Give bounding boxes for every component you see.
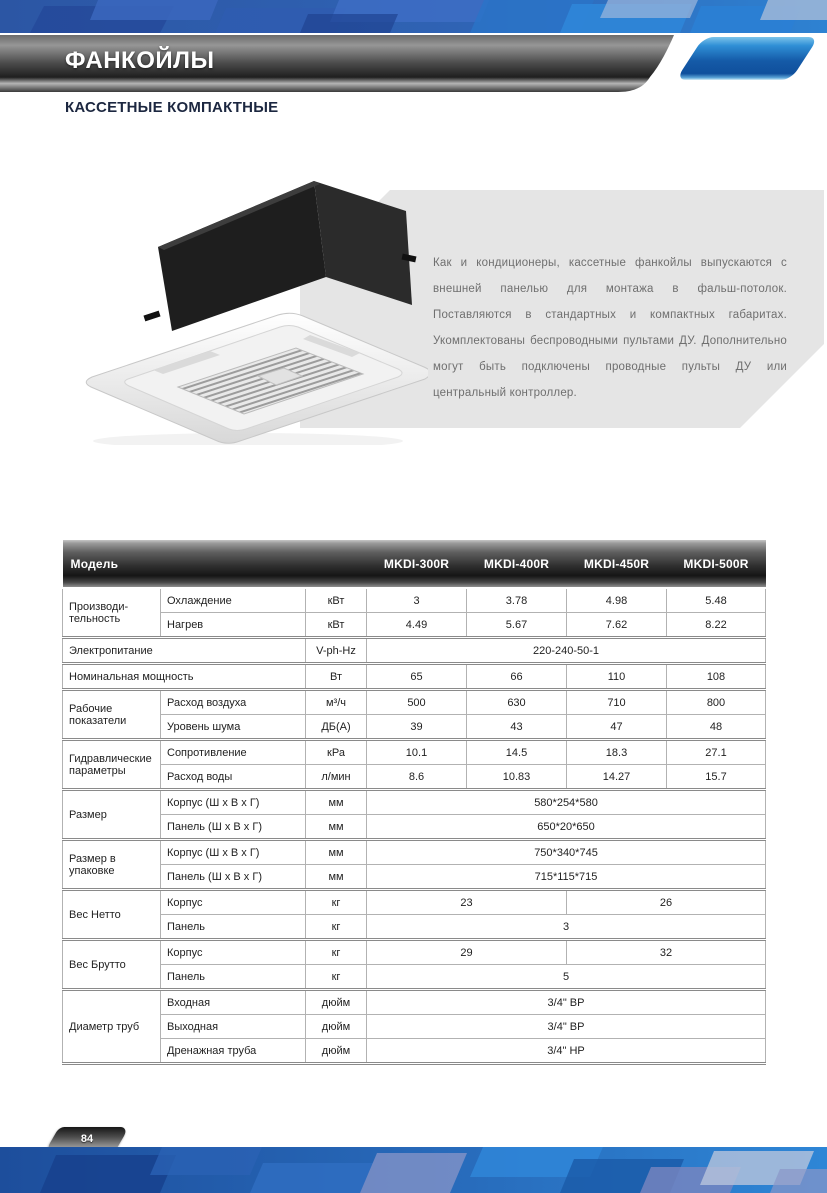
value-cell: 65 [367, 664, 467, 690]
page-number: 84 [80, 1133, 94, 1145]
value-cell: 110 [567, 664, 667, 690]
unit-cell: мм [306, 815, 367, 840]
model-col-header-2: MKDI-400R [467, 540, 567, 588]
value-cell: 29 [367, 940, 567, 965]
group-label: Размер в упаковке [63, 840, 161, 890]
param-label: Дренажная труба [161, 1039, 306, 1064]
spec-row [63, 613, 766, 638]
param-label: Корпус (Ш х В х Г) [161, 840, 306, 865]
param-label: Уровень шума [161, 715, 306, 740]
value-cell: 5.67 [467, 613, 567, 638]
value-cell: 14.5 [467, 740, 567, 765]
spec-row [63, 690, 766, 715]
bottom-decorative-strip [0, 1147, 827, 1193]
section-title: ФАНКОЙЛЫ [65, 47, 215, 74]
spec-row [63, 664, 766, 690]
top-decorative-strip [0, 0, 827, 33]
value-cell: 3 [367, 588, 467, 613]
unit-cell: м³/ч [306, 690, 367, 715]
unit-cell: кРа [306, 740, 367, 765]
spec-row [63, 765, 766, 790]
value-cell: 27.1 [667, 740, 766, 765]
value-cell: 3/4" НР [367, 1039, 766, 1064]
param-label: Корпус [161, 890, 306, 915]
spec-row [63, 588, 766, 613]
spec-header-row [63, 540, 766, 588]
spec-row [63, 965, 766, 990]
param-label: Номинальная мощность [63, 664, 306, 690]
spec-row [63, 1039, 766, 1064]
param-label: Нагрев [161, 613, 306, 638]
value-cell: 3/4" ВР [367, 990, 766, 1015]
value-cell: 43 [467, 715, 567, 740]
value-cell: 32 [567, 940, 766, 965]
param-label: Панель (Ш х В х Г) [161, 815, 306, 840]
param-label: Панель [161, 965, 306, 990]
unit-cell: V-ph-Hz [306, 638, 367, 664]
model-header-cell: Модель [63, 540, 367, 588]
intro-description: Как и кондиционеры, кассетные фанкойлы выпускаются с внешней панелью для монтажа в фальш-потолок. Поставляются в стандартных и компактных габаритах. Укомплектованы беспроводными пультами ДУ. Дополнительно могут быть подключены проводные пульты ДУ или центральный контроллер. [433, 257, 787, 399]
value-cell: 750*340*745 [367, 840, 766, 865]
spec-row [63, 740, 766, 765]
param-label: Корпус [161, 940, 306, 965]
value-cell: 630 [467, 690, 567, 715]
model-col-header-3: MKDI-450R [567, 540, 667, 588]
param-label: Охлаждение [161, 588, 306, 613]
value-cell: 15.7 [667, 765, 766, 790]
spec-table-wrap [62, 540, 765, 1065]
group-label: Вес Брутто [63, 940, 161, 990]
value-cell: 500 [367, 690, 467, 715]
value-cell: 3/4" ВР [367, 1015, 766, 1039]
unit-cell: Вт [306, 664, 367, 690]
spec-row [63, 840, 766, 865]
unit-cell: л/мин [306, 765, 367, 790]
param-label: Выходная [161, 1015, 306, 1039]
unit-cell: кВт [306, 588, 367, 613]
param-label: Входная [161, 990, 306, 1015]
value-cell: 800 [667, 690, 766, 715]
param-label: Панель [161, 915, 306, 940]
value-cell: 4.49 [367, 613, 467, 638]
group-label: Гидравлические параметры [63, 740, 161, 790]
spec-row [63, 990, 766, 1015]
group-label: Диаметр труб [63, 990, 161, 1064]
unit-cell: дюйм [306, 1015, 367, 1039]
value-cell: 48 [667, 715, 766, 740]
value-cell: 7.62 [567, 613, 667, 638]
group-label: Рабочие показатели [63, 690, 161, 740]
spec-row [63, 1015, 766, 1039]
spec-row [63, 940, 766, 965]
spec-row [63, 865, 766, 890]
spec-row [63, 715, 766, 740]
unit-cell: мм [306, 790, 367, 815]
value-cell: 39 [367, 715, 467, 740]
spec-row [63, 815, 766, 840]
model-col-header-1: MKDI-300R [367, 540, 467, 588]
value-cell: 47 [567, 715, 667, 740]
cassette-fancoil-image [58, 155, 428, 445]
unit-cell: дюйм [306, 990, 367, 1015]
spec-row [63, 638, 766, 664]
spec-row [63, 890, 766, 915]
unit-cell: ДБ(А) [306, 715, 367, 740]
unit-cell: мм [306, 840, 367, 865]
value-cell: 220-240-50-1 [367, 638, 766, 664]
page-subtitle: КАССЕТНЫЕ КОМПАКТНЫЕ [65, 99, 279, 116]
unit-cell: дюйм [306, 1039, 367, 1064]
unit-cell: кг [306, 915, 367, 940]
value-cell: 3.78 [467, 588, 567, 613]
model-col-header-4: MKDI-500R [667, 540, 766, 588]
value-cell: 23 [367, 890, 567, 915]
value-cell: 4.98 [567, 588, 667, 613]
group-label: Вес Нетто [63, 890, 161, 940]
spec-row [63, 915, 766, 940]
value-cell: 66 [467, 664, 567, 690]
value-cell: 14.27 [567, 765, 667, 790]
value-cell: 10.83 [467, 765, 567, 790]
param-label: Расход воздуха [161, 690, 306, 715]
value-cell: 5.48 [667, 588, 766, 613]
value-cell: 8.22 [667, 613, 766, 638]
value-cell: 5 [367, 965, 766, 990]
unit-cell: кг [306, 890, 367, 915]
unit-cell: мм [306, 865, 367, 890]
value-cell: 3 [367, 915, 766, 940]
value-cell: 10.1 [367, 740, 467, 765]
unit-cell: кг [306, 940, 367, 965]
param-label: Панель (Ш х В х Г) [161, 865, 306, 890]
param-label: Электропитание [63, 638, 306, 664]
unit-cell: кВт [306, 613, 367, 638]
unit-cell: кг [306, 965, 367, 990]
group-label: Размер [63, 790, 161, 840]
value-cell: 580*254*580 [367, 790, 766, 815]
value-cell: 650*20*650 [367, 815, 766, 840]
param-label: Расход воды [161, 765, 306, 790]
value-cell: 108 [667, 664, 766, 690]
group-label: Производи-тельность [63, 588, 161, 638]
param-label: Сопротивление [161, 740, 306, 765]
spec-row [63, 790, 766, 815]
value-cell: 710 [567, 690, 667, 715]
value-cell: 26 [567, 890, 766, 915]
param-label: Корпус (Ш х В х Г) [161, 790, 306, 815]
value-cell: 18.3 [567, 740, 667, 765]
value-cell: 715*115*715 [367, 865, 766, 890]
spec-table [62, 540, 766, 1065]
value-cell: 8.6 [367, 765, 467, 790]
